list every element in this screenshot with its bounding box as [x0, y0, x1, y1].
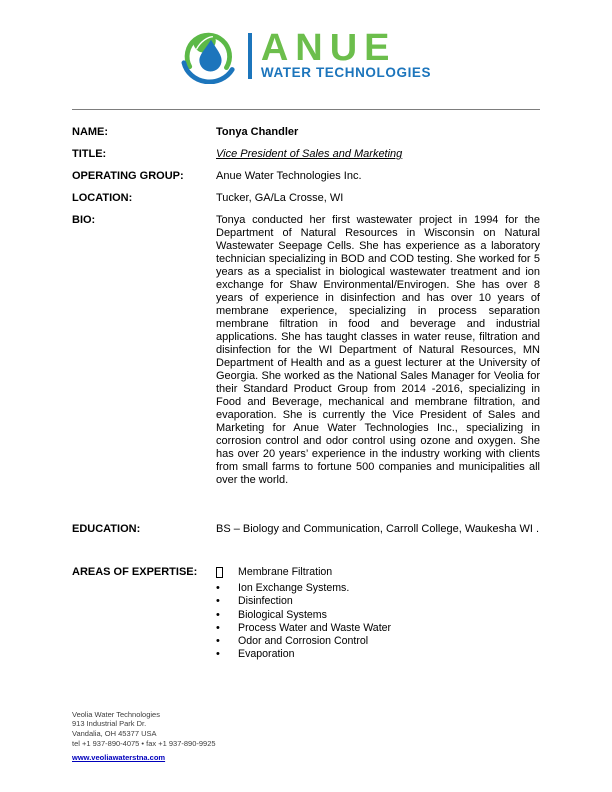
website-link[interactable]: www.veoliawaterstna.com — [72, 752, 166, 762]
operating-group-label: OPERATING GROUP: — [72, 170, 184, 182]
logo-wordmark — [260, 27, 432, 80]
disc-bullet-icon — [216, 622, 238, 635]
field-row-bio — [72, 214, 540, 487]
footer-address-line2: Vandalia, OH 45377 USA — [72, 728, 157, 738]
disc-bullet-icon — [216, 595, 238, 608]
disc-bullet-icon — [216, 609, 238, 622]
list-item — [216, 582, 540, 595]
logo-brand-text: ANUE — [260, 27, 397, 69]
title-value: Vice President of Sales and Marketing — [216, 148, 403, 160]
field-row-location — [72, 192, 540, 205]
list-item — [216, 635, 540, 648]
expertise-list — [216, 566, 540, 661]
title-label: TITLE: — [72, 148, 107, 160]
box-bullet-icon — [216, 566, 238, 582]
field-row-expertise — [72, 566, 540, 661]
list-item — [216, 566, 540, 582]
bio-label: BIO: — [72, 214, 96, 226]
list-item — [216, 609, 540, 622]
disc-bullet-icon — [216, 635, 238, 648]
expertise-item-text: Process Water and Waste Water — [238, 621, 392, 634]
list-item — [216, 595, 540, 608]
field-row-name — [72, 126, 540, 139]
disc-bullet-icon — [216, 648, 238, 661]
bio-text: Tonya conducted her first wastewater project in 1994 for the Department of Natural Resources in Wisconsin on Natural Wastewater Seepage Cells. She has experience as a laboratory technician specializing in BOD and COD testing. She worked for 5 years as a specialist in biological wastewater treatment and ion exchange for Shaw Environmental/Envirogen. She has over 8 years of experience in disinfection and has over 10 years of membrane experience, specializing in process separation membrane filtration in food and beverage and industrial applications. She has taught classes in water reuse, filtration and disinfection for the WI Department of Natural Resources, MN Department of Health and as a guest lecturer at the University of Georgia. She worked as the National Sales Manager for Veolia for their Standard Product Group from 2014 -2016, specializing in Food and Beverage, mechanical and membrane filtration, and evaporation. She is currently the Vice President of Sales and Marketing for Anue Water Technologies Inc., specializing in corrosion control and odor control using ozone and oxygen. She has over 20 years’ experience in the industry working with clients from small farms to fortune 500 companies and municipalities all over the world. — [216, 214, 540, 486]
location-label: LOCATION: — [72, 192, 133, 204]
field-row-title — [72, 148, 540, 161]
water-drop-leaf-logo-icon — [181, 28, 239, 84]
name-label: NAME: — [72, 126, 109, 138]
education-label: EDUCATION: — [72, 523, 141, 535]
field-row-operating-group — [72, 170, 540, 183]
operating-group-value: Anue Water Technologies Inc. — [216, 170, 362, 182]
expertise-item-text: Biological Systems — [238, 608, 327, 621]
footer-address-line1: 913 Industrial Park Dr. — [72, 719, 147, 729]
expertise-item-text: Membrane Filtration — [238, 566, 333, 578]
logo-divider-bar — [248, 33, 252, 79]
page-footer — [72, 710, 216, 762]
company-logo — [0, 0, 612, 86]
location-value: Tucker, GA/La Crosse, WI — [216, 192, 344, 204]
profile-content — [0, 110, 612, 661]
logo-subtitle-text: WATER TECHNOLOGIES — [260, 65, 432, 80]
expertise-item-text: Odor and Corrosion Control — [238, 635, 369, 648]
disc-bullet-icon — [216, 582, 238, 595]
expertise-item-text: Evaporation — [238, 648, 295, 661]
list-item — [216, 648, 540, 661]
expertise-label: AREAS OF EXPERTISE: — [72, 566, 198, 578]
field-row-education — [72, 523, 540, 536]
footer-company: Veolia Water Technologies — [72, 710, 160, 719]
expertise-item-text: Ion Exchange Systems. — [238, 582, 350, 595]
name-value: Tonya Chandler — [216, 126, 299, 138]
footer-contact: tel +1 937-890-4075 • fax +1 937-890-9925 — [72, 739, 216, 749]
expertise-item-text: Disinfection — [238, 595, 293, 608]
education-value: BS – Biology and Communication, Carroll College, Waukesha WI . — [216, 523, 540, 535]
list-item — [216, 622, 540, 635]
